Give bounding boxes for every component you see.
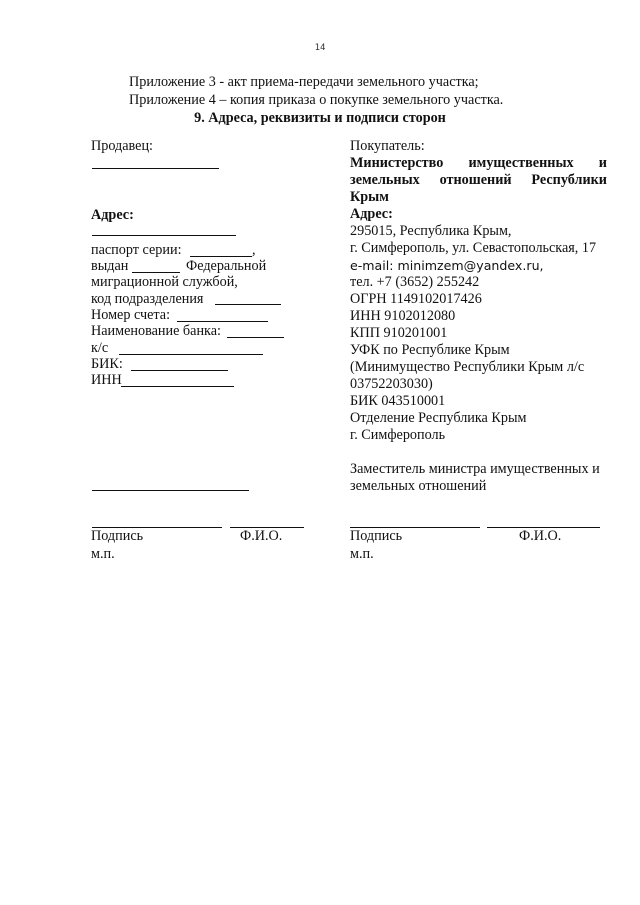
page-number: 14 [314, 43, 326, 53]
buyer-ufk: УФК по Республике Крым [350, 342, 510, 358]
seller-stamp-label: м.п. [91, 546, 115, 562]
seller-label: Продавец: [91, 138, 153, 154]
seller-inn-label: ИНН [91, 372, 122, 388]
buyer-name-line-1: Министерство имущественных и [350, 155, 607, 171]
seller-migration-service: миграционной службой, [91, 274, 238, 290]
seller-bik-label: БИК: [91, 356, 123, 372]
bik-line [131, 370, 228, 371]
buyer-stamp-label: м.п. [350, 546, 374, 562]
bank-name-line [227, 337, 284, 338]
buyer-fio-label: Ф.И.О. [519, 528, 562, 544]
buyer-kpp: КПП 910201001 [350, 325, 448, 341]
seller-passport-series [91, 242, 182, 259]
buyer-account: (Минимущество Республики Крым л/с [350, 359, 585, 375]
buyer-bik: БИК 043510001 [350, 393, 446, 409]
buyer-signature-label: Подпись [350, 528, 403, 544]
buyer-position-line-2: земельных отношений [350, 478, 487, 494]
appendix-4: Приложение 4 – копия приказа о покупке земельного участка. [129, 92, 504, 108]
buyer-label: Покупатель: [350, 138, 425, 154]
seller-name-line [92, 168, 219, 169]
buyer-address-line: 295015, Республика Крым, [350, 223, 512, 239]
buyer-name-line-2: земельных отношений Республики [350, 172, 607, 188]
section-title: 9. Адреса, реквизиты и подписи сторон [194, 110, 446, 126]
buyer-account-cont: 03752203030) [350, 376, 433, 392]
seller-signature-label: Подпись [91, 528, 144, 544]
buyer-address-label: Адрес: [350, 206, 393, 222]
document-page: 14 Приложение 3 - акт приема-передачи земельного участка; Приложение 4 – копия приказа о покупке земельного участка. 9. Адреса, реквизиты и подписи сторон Продавец: Адрес: паспорт серии: , выдан Федеральной миграционной службой, код подразделения Номер счета: Наименование банка: к/с БИК: ИНН Подпись Ф.И.О. м.п. Покупатель: Министерство имущественных и земельных отношений Республики Крым Адрес: 295015, Республика Крым, г. Симферополь, ул. Севастопольская, 17 e-mail: minimzem@yandex.ru, тел. +7 (3652) 255242 ОГРН 1149102017426 ИНН 9102012080 КПП 910201001 УФК по Республике Крым (Минимущество Республики Крым л/с 03752203030) БИК 043510001 Отделение Республика Крым г. Симферополь Заместитель министра имущественных и земельных отношений Подпись Ф.И.О. м.п. [0, 0, 640, 905]
seller-issued-by-prefix: выдан [91, 258, 129, 274]
buyer-address-line: г. Симферополь, ул. Севастопольская, 17 [350, 240, 597, 256]
buyer-position-line-1: Заместитель министра имущественных и [350, 461, 600, 477]
buyer-phone: тел. +7 (3652) 255242 [350, 274, 480, 290]
buyer-branch: Отделение Республика Крым [350, 410, 527, 426]
buyer-inn: ИНН 9102012080 [350, 308, 456, 324]
seller-address-label: Адрес: [91, 207, 134, 223]
seller-address-line [92, 235, 236, 236]
inn-line [121, 386, 234, 387]
division-code-line [215, 304, 281, 305]
seller-fio-label: Ф.И.О. [240, 528, 283, 544]
seller-division-code-label: код подразделения [91, 291, 204, 307]
account-number-line [177, 321, 268, 322]
buyer-email: e-mail: minimzem@yandex.ru, [350, 258, 544, 273]
seller-bank-name-label: Наименование банка: [91, 323, 221, 339]
buyer-name-line-3: Крым [350, 189, 389, 205]
buyer-city: г. Симферополь [350, 427, 446, 443]
seller-account-number-label: Номер счета: [91, 307, 171, 323]
seller-ks-label: к/с [91, 340, 109, 356]
issued-by-line [132, 272, 180, 273]
ks-line [119, 354, 263, 355]
seller-issued-by-suffix: Федеральной [186, 258, 267, 274]
passport-series-line [190, 256, 252, 257]
appendix-3: Приложение 3 - акт приема-передачи земельного участка; [129, 74, 479, 90]
buyer-ogrn: ОГРН 1149102017426 [350, 291, 482, 307]
seller-position-line [92, 490, 249, 491]
passport-series-label: паспорт серии: [91, 242, 182, 258]
